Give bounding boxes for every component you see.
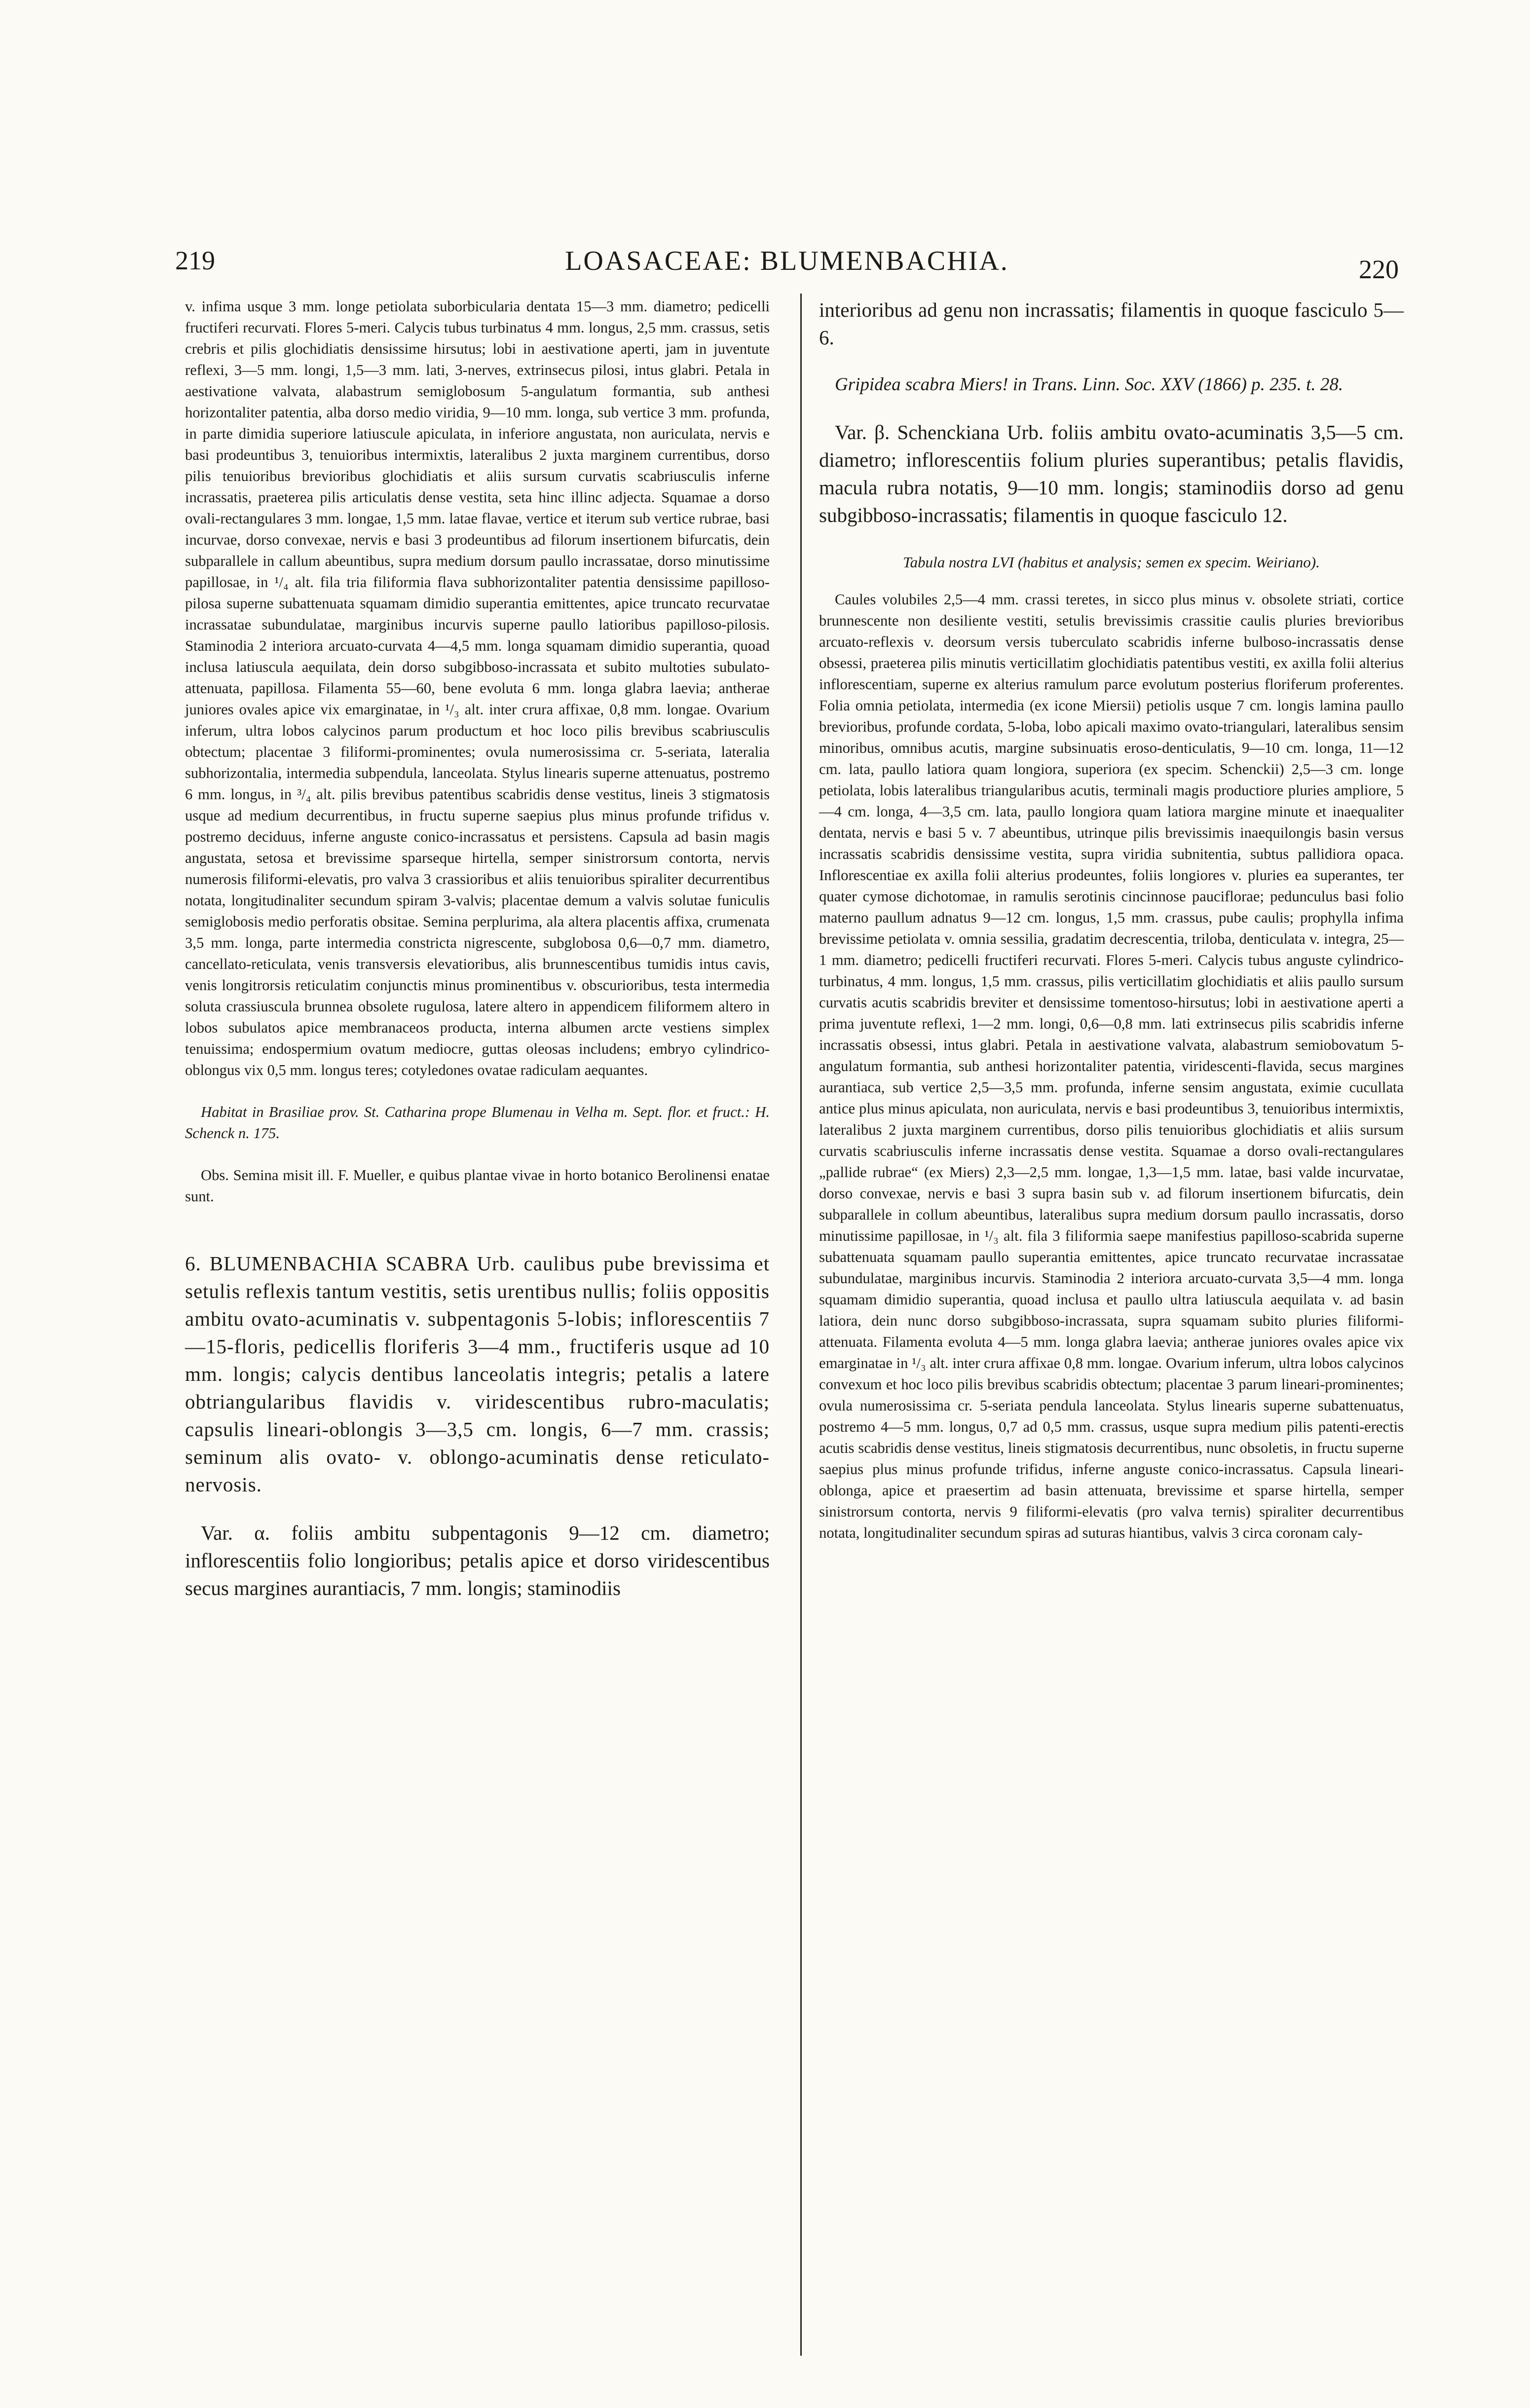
variety-alpha-continued: interioribus ad genu non incrassatis; filamentis in quoque fasciculo 5—6. <box>819 298 1404 349</box>
description-continued: v. infima usque 3 mm. longe petiolata suborbicularia dentata 15—3 mm. diametro; pedicelli fructiferi recurvati. Flores 5-meri. Calycis tubus turbinatus 4 mm. longus, 2,5 mm. crassus, setis crebris et pilis glochidiatis densissime hirsutus; lobi in aestivatione aperti, jam in juventute reflexi, 3—5 mm. longi, 1,5—3 mm. lati, 3-nerves, extrinsecus pilosi, intus glabri. Petala in aestivatione valvata, alabastrum semiglobosum 5-angulatum formantia, sub anthesi horizontaliter patentia, alba dorso medio viridia, 9—10 mm. longa, sub vertice 3 mm. profunda, in parte dimidia superiore latiuscule apiculata, in inferiore angustata, non auriculata, nervis e basi prodeuntibus 3, tenuioribus intermixtis, lateralibus 2 juxta marginem currentibus, dorso pilis tenuioribus brevioribus glochidiatis et aliis sursum curvatis scabriusculis inferne incrassatis, praeterea pilis articulatis dense vestita, seta hinc illinc adjecta. Squamae a dorso ovali-rectangulares 3 mm. longae, 1,5 mm. latae flavae, vertice et iterum sub vertice rubrae, basi incurvae, dorso convexae, nervis e basi 3 prodeuntibus ad filorum insertionem bifurcatis, dein subparallele in callum abeuntibus, supra medium dorsum paullo incrassatae, dorso minutissime papillosae, in ¹/₄ alt. fila tria filiformia flava subhorizontaliter patentia densissime papilloso-pilosa superne subattenuata squamam dimidio superantia emittentes, apice truncato recurvatae incrassatae subundulatae, marginibus incurvis superne paullo latioribus papilloso-pilosis. Staminodia 2 interiora arcuato-curvata 4—4,5 mm. longa squamam dimidio superantia, quoad inclusa latiuscula aequilata, dein dorso subgibboso-incrassata et subito multoties subulato-attenuata, papillosa. Filamenta 55—60, bene evoluta 6 mm. longa glabra laevia; antherae juniores ovales apice vix emarginatae, in ¹/₃ alt. inter crura affixae, 0,8 mm. longae. Ovarium inferum, ultra lobos calycinos parum productum et hoc loco pilis brevibus scabriusculis obtectum; placentae 3 filiformi-prominentes; ovula numerosissima cr. 5-seriata, lateralia subhorizontalia, intermedia subpendula, lanceolata. Stylus linearis superne attenuatus, postremo 6 mm. longus, in ³/₄ alt. pilis brevibus patentibus scabridis dense vestitus, lineis 3 stigmatosis usque ad medium decurrentibus, in fructu superne saepius plus minus profunde trifidus v. postremo deciduus, inferne anguste conico-incrassatus et persistens. Capsula ad basin magis angustata, setosa et brevissime sparseque hirtella, semper sinistrorsum contorta, nervis numerosis filiformi-elevatis, pro valva 3 crassioribus et aliis tenuioribus spiraliter decurrentibus notata, longitudinaliter secundum spiram 3-valvis; placentae demum a valvis solutae funiculis semiglobosis medio perforatis obsitae. Semina perplurima, ala altera placentis affixa, crumenata 3,5 mm. longa, parte intermedia constricta nigrescente, subglobosa 0,6—0,7 mm. diametro, cancellato-reticulata, venis transversis elevatioribus, alis brunnescentibus tumidis intus cavis, venis longitrorsis reticulatim conjunctis minus prominentibus v. obscurioribus, testa intermedia soluta crassiuscula brunnea obsolete rugulosa, latere altero in appendicem filiformem altero in lobos subulatos apice membranaceos producta, interna albumen arcte vestiens simplex tenuissima; endospermium ovatum mediocre, guttas oleosas includens; embryo cylindrico-oblongus vix 0,5 mm. longus teres; cotyledones ovatae radiculam aequantes. <box>185 298 770 1078</box>
page-number-right: 220 <box>1359 255 1399 284</box>
page-number-left: 219 <box>175 246 215 275</box>
variety-beta: Var. β. Schenckiana Urb. foliis ambitu ovato-acuminatis 3,5—5 cm. diametro; inflorescentiis folium pluries superantibus; petalis flavidis, macula rubra notatis, 9—10 mm. longis; staminodiis dorso ad genu subgibboso-incrassatis; filamentis in quoque fasciculo 12. <box>819 421 1404 526</box>
left-column <box>185 296 770 1602</box>
species-description: Caules volubiles 2,5—4 mm. crassi teretes, in sicco plus minus v. obsolete striati, cortice brunnescente non desiliente vestiti, setulis brevissimis crassitie caulis pluries brevioribus arcuato-reflexis v. deorsum versis tuberculato scabridis inferne bulboso-incrassatis dense obsessi, praeterea pilis minutis verticillatim glochidiatis patentibus vestiti, ex axilla folii alterius inflorescentiam, superne ex alterius ramulum parce evolutum posterius floriferum proferentes. Folia omnia petiolata, intermedia (ex icone Miersii) petiolis usque 7 cm. longis lamina paullo brevioribus, profunde cordata, 5-loba, lobo apicali maximo ovato-triangulari, lateralibus sensim minoribus, omnibus acutis, margine subsinuatis eroso-denticulatis, 9—10 cm. longa, 11—12 cm. lata, paullo latiora quam longiora, superiora (ex specim. Schenckii) 2,5—3 cm. longe petiolata, lobis lateralibus triangularibus acutis, terminali magis productiore pluries ampliore, 5—4 cm. longa, 4—3,5 cm. lata, paullo longiora quam latiora margine minute et inaequaliter dentata, nervis e basi 5 v. 7 abeuntibus, utrinque pilis brevissimis inaequilongis basin versus incrassatis scabridis densissime vestita, supra viridia subnitentia, subtus pallidiora opaca. Inflorescentiae ex axilla folii alterius prodeuntes, foliis longiores v. pluries ea superantes, ter quater cymose dichotomae, in ramulis serotinis cincinnose pauciflorae; pedunculus basi folio materno paullum adnatus 9—12 cm. longus, 1,5 mm. crassus, pube caulis; prophylla infima brevissime petiolata v. omnia sessilia, gradatim decrescentia, triloba, denticulata v. integra, 25—1 mm. diametro; pedicelli fructiferi recurvati. Flores 5-meri. Calycis tubus anguste cylindrico-turbinatus, 4 mm. longus, 1,5 mm. crassus, pilis verticillatim glochidiatis et aliis paullo sursum curvatis acutis scabridis breviter et densissime tomentoso-hirsutus; lobi in aestivatione aperti a prima juventute reflexi, 1—2 mm. longi, 0,6—0,8 mm. lati extrinsecus pilis scabridis inferne incrassatis obsessi, intus glabri. Petala in aestivatione valvata, alabastrum semiobovatum 5-angulatum formantia, sub anthesi horizontaliter patentia, viridescenti-flavida, secus margines aurantiaca, sub vertice 2,5—3,5 mm. profunda, inferne sensim angustata, eximie cucullata antice plus minus apiculata, non auriculata, nervis e basi prodeuntibus 3, tenuioribus intermixtis, lateralibus 2 juxta marginem currentibus, dorso pilis tenuioribus glochidiatis et aliis sursum curvatis scabriusculis inferne incrassatis dense vestita. Squamae a dorso ovali-rectangulares „pallide rubrae“ (ex Miers) 2,3—2,5 mm. longae, 1,3—1,5 mm. latae, basi valde incurvatae, dorso convexae, nervis e basi 3 supra basin sub v. ad filorum insertionem bifurcatis, dein subparallele in collum abeuntibus, lateralibus supra medium dorsum paullo incrassatis, dorso minutissime papillosae, in ¹/₃ alt. fila 3 filiformia saepe manifestius papilloso-scabrida superne subattenuata squamam paullo superantia emittentes, apice truncato recurvatae incrassatae subundulatae, marginibus incurvis. Staminodia 2 interiora arcuato-curvata 3,5—4 mm. longa squamam dimidio superantia, quoad inclusa et paullo ultra latiuscula aequilata v. ad basin latiora, dein nunc dorso subgibboso-incrassata, supra squamam subito pluries filiformi-attenuata. Filamenta evoluta 4—5 mm. longa glabra laevia; antherae juniores ovales apice vix emarginatae in ¹/₃ alt. inter crura affixae 0,8 mm. longae. Ovarium inferum, ultra lobos calycinos convexum et hoc loco pilis brevibus scabridis obtectum; placentae 3 parum lineari-prominentes; ovula numerosissima cr. 5-seriata pendula lanceolata. Stylus linearis superne subattenuatus, postremo 4—5 mm. longus, 0,7 ad 0,5 mm. crassus, usque supra medium pilis patenti-erectis acutis scabridis dense vestitus, lineis stigmatosis decurrentibus, nunc obsoletis, in fructu superne saepius plus minus profunde trifidus, inferne anguste conico-incrassatus. Capsula lineari-oblonga, apice et praesertim ad basin attenuata, brevissime et sparse hirtella, semper sinistrorsum contorta, nervis 9 filiformi-elevatis (pro valva ternis) spiraliter decurrentibus notata, longitudinaliter secundum spiras ad suturas hiantibus, valvis 3 circa coronam caly- <box>819 591 1404 1541</box>
right-column <box>819 296 1404 1544</box>
species-diagnosis: 6. BLUMENBACHIA SCABRA Urb. caulibus pube brevissima et setulis reflexis tantum vestitis, setis urentibus nullis; foliis oppositis ambitu ovato-acuminatis v. subpentagonis 5-lobis; inflorescentiis 7—15-floris, pedicellis floriferis 3—4 mm., fructiferis usque ad 10 mm. longis; calycis dentibus lanceolatis integris; petalis a latere obtriangularibus flavidis v. viridescentibus rubro-maculatis; capsulis lineari-oblongis 3—3,5 cm. longis, 6—7 mm. crassis; seminum alis ovato- v. oblongo-acuminatis dense reticulato-nervosis. <box>185 1252 770 1496</box>
habitat-note: Habitat in Brasiliae prov. St. Catharina prope Blumenau in Velha m. Sept. flor. et fruct.: H. Schenck n. 175. <box>185 1104 770 1142</box>
variety-alpha: Var. α. foliis ambitu subpentagonis 9—12 cm. diametro; inflorescentiis folio longioribus; petalis apice et dorso viridescentibus secus margines aurantiacis, 7 mm. longis; staminodiis <box>185 1521 770 1599</box>
plate-reference: Tabula nostra LVI (habitus et analysis; semen ex specim. Weiriano). <box>903 554 1320 571</box>
running-header <box>175 239 1399 284</box>
observation-note: Obs. Semina misit ill. F. Mueller, e quibus plantae vivae in horto botanico Berolinensi enatae sunt. <box>185 1167 770 1205</box>
column-divider <box>800 294 802 2356</box>
running-title: LOASACEAE: BLUMENBACHIA. <box>565 246 1009 276</box>
synonym-citation: Gripidea scabra Miers! in Trans. Linn. Soc. XXV (1866) p. 235. t. 28. <box>835 374 1343 395</box>
